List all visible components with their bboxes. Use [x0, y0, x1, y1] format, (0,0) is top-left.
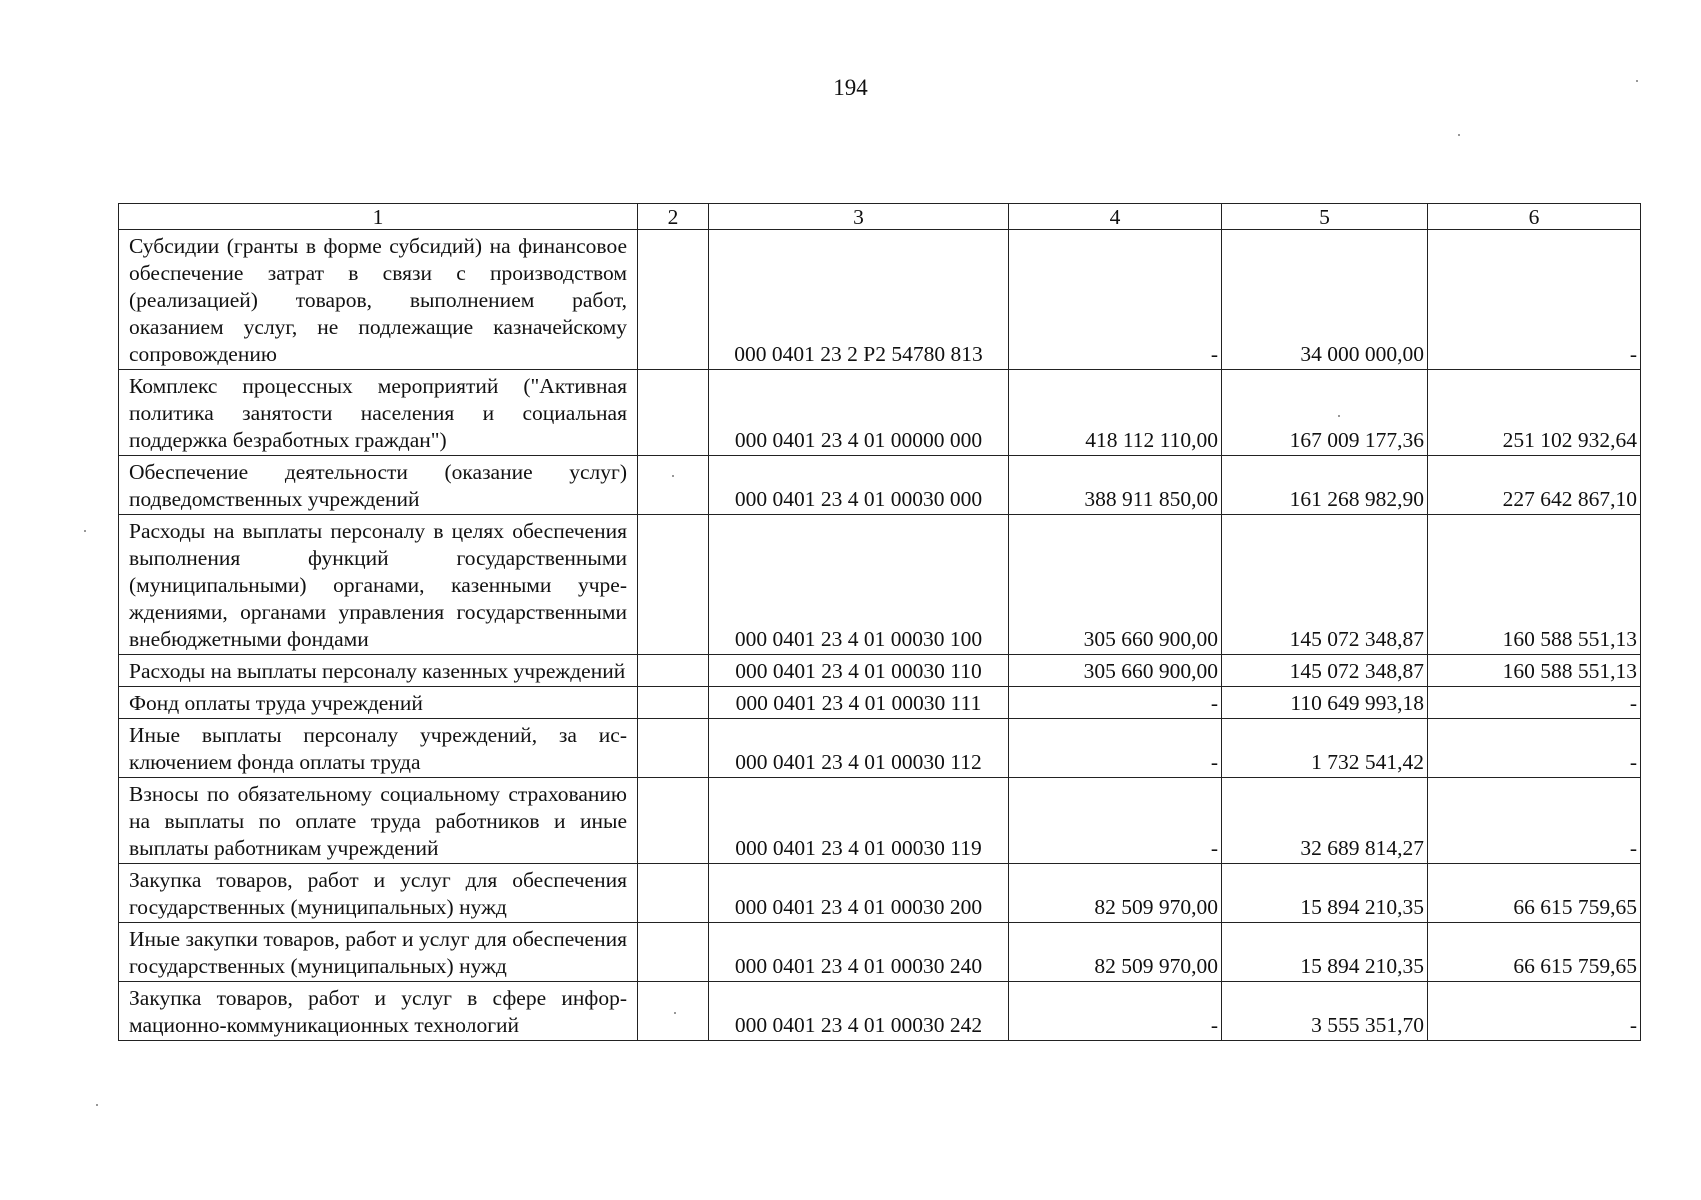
row-col-5: 145 072 348,87	[1222, 515, 1428, 655]
row-col-2	[638, 456, 709, 515]
row-col-4: 82 509 970,00	[1009, 864, 1222, 923]
row-col-5: 32 689 814,27	[1222, 778, 1428, 864]
row-col-5: 167 009 177,36	[1222, 370, 1428, 456]
header-col-5: 5	[1222, 204, 1428, 230]
table-row	[119, 864, 1641, 923]
row-name: Фонд оплаты труда учреждений	[119, 687, 638, 719]
row-col-5: 1 732 541,42	[1222, 719, 1428, 778]
row-col-2	[638, 687, 709, 719]
row-col-6: 251 102 932,64	[1428, 370, 1641, 456]
row-col-2	[638, 923, 709, 982]
scan-speck	[96, 1104, 98, 1106]
row-code: 000 0401 23 4 01 00030 119	[709, 778, 1009, 864]
row-col-4: -	[1009, 230, 1222, 370]
budget-table	[118, 203, 1641, 1041]
row-col-6: -	[1428, 778, 1641, 864]
row-name: Закупка товаров, работ и услуг для обеспечения государственных (муниципальных) нужд	[119, 864, 638, 923]
row-code: 000 0401 23 4 01 00030 112	[709, 719, 1009, 778]
header-col-2: 2	[638, 204, 709, 230]
row-name: Расходы на выплаты персоналу казенных учреждений	[119, 655, 638, 687]
scan-speck	[1338, 415, 1340, 417]
header-row	[119, 204, 1641, 230]
row-col-4: 82 509 970,00	[1009, 923, 1222, 982]
row-name: Иные выплаты персоналу учреждений, за исключением фонда оплаты труда	[119, 719, 638, 778]
table-row	[119, 456, 1641, 515]
table-row	[119, 778, 1641, 864]
row-col-4: 418 112 110,00	[1009, 370, 1222, 456]
row-name: Расходы на выплаты персоналу в целях обеспечения выполнения функций государственными (муниципальными) органами, казенными учреждениями, органами управления государственными внебюджетными фондами	[119, 515, 638, 655]
row-col-2	[638, 655, 709, 687]
row-col-6: -	[1428, 719, 1641, 778]
header-col-4: 4	[1009, 204, 1222, 230]
table-row	[119, 982, 1641, 1041]
row-col-6: 66 615 759,65	[1428, 864, 1641, 923]
row-col-6: 160 588 551,13	[1428, 515, 1641, 655]
row-code: 000 0401 23 4 01 00030 242	[709, 982, 1009, 1041]
row-name: Взносы по обязательному социальному страхованию на выплаты по оплате труда работников и иные выплаты работникам учреждений	[119, 778, 638, 864]
row-code: 000 0401 23 4 01 00030 000	[709, 456, 1009, 515]
row-name: Комплекс процессных мероприятий ("Активная политика занятости населения и социальная поддержка безработных граждан")	[119, 370, 638, 456]
scan-speck	[672, 475, 674, 477]
table-row	[119, 655, 1641, 687]
row-code: 000 0401 23 4 01 00000 000	[709, 370, 1009, 456]
row-col-4: -	[1009, 778, 1222, 864]
page-number: 194	[833, 75, 868, 100]
row-col-6: 160 588 551,13	[1428, 655, 1641, 687]
table-header	[119, 204, 1641, 230]
row-col-4: -	[1009, 982, 1222, 1041]
table-row	[119, 923, 1641, 982]
table-row	[119, 370, 1641, 456]
scan-speck	[1636, 80, 1638, 82]
table-row	[119, 687, 1641, 719]
row-name: Иные закупки товаров, работ и услуг для обеспечения государственных (муниципальных) нужд	[119, 923, 638, 982]
row-code: 000 0401 23 2 Р2 54780 813	[709, 230, 1009, 370]
table-body	[119, 230, 1641, 1041]
row-col-4: 305 660 900,00	[1009, 515, 1222, 655]
table-row	[119, 719, 1641, 778]
row-col-6: -	[1428, 230, 1641, 370]
scan-speck	[84, 530, 86, 532]
header-col-3: 3	[709, 204, 1009, 230]
row-col-6: -	[1428, 982, 1641, 1041]
row-col-2	[638, 370, 709, 456]
row-col-5: 3 555 351,70	[1222, 982, 1428, 1041]
row-code: 000 0401 23 4 01 00030 111	[709, 687, 1009, 719]
row-col-2	[638, 864, 709, 923]
row-col-4: -	[1009, 687, 1222, 719]
row-code: 000 0401 23 4 01 00030 110	[709, 655, 1009, 687]
row-col-5: 34 000 000,00	[1222, 230, 1428, 370]
row-col-6: 66 615 759,65	[1428, 923, 1641, 982]
row-col-5: 15 894 210,35	[1222, 864, 1428, 923]
row-code: 000 0401 23 4 01 00030 240	[709, 923, 1009, 982]
header-col-6: 6	[1428, 204, 1641, 230]
row-name: Обеспечение деятельности (оказание услуг) подведомственных учреждений	[119, 456, 638, 515]
row-col-2	[638, 719, 709, 778]
row-col-2	[638, 230, 709, 370]
row-col-2	[638, 778, 709, 864]
row-code: 000 0401 23 4 01 00030 100	[709, 515, 1009, 655]
table-row	[119, 230, 1641, 370]
row-col-6: -	[1428, 687, 1641, 719]
row-col-4: 388 911 850,00	[1009, 456, 1222, 515]
row-col-5: 161 268 982,90	[1222, 456, 1428, 515]
row-col-5: 145 072 348,87	[1222, 655, 1428, 687]
scan-speck	[1458, 134, 1460, 136]
row-col-4: -	[1009, 719, 1222, 778]
row-col-6: 227 642 867,10	[1428, 456, 1641, 515]
row-name: Закупка товаров, работ и услуг в сфере информационно-коммуникационных технологий	[119, 982, 638, 1041]
scan-speck	[674, 1012, 676, 1014]
row-col-5: 15 894 210,35	[1222, 923, 1428, 982]
row-col-5: 110 649 993,18	[1222, 687, 1428, 719]
table-row	[119, 515, 1641, 655]
row-col-4: 305 660 900,00	[1009, 655, 1222, 687]
row-code: 000 0401 23 4 01 00030 200	[709, 864, 1009, 923]
header-col-1: 1	[119, 204, 638, 230]
row-col-2	[638, 515, 709, 655]
row-col-2	[638, 982, 709, 1041]
row-name: Субсидии (гранты в форме субсидий) на финансовое обеспечение затрат в связи с производством (реализацией) товаров, выполнением работ, оказанием услуг, не подлежащие казначейскому сопровождению	[119, 230, 638, 370]
